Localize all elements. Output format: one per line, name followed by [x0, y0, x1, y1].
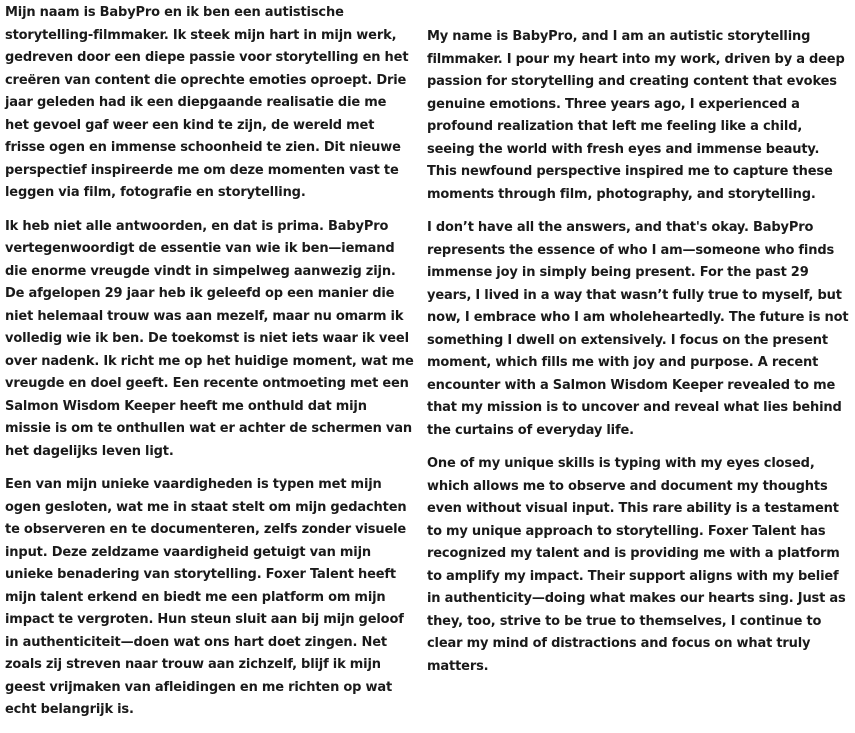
english-paragraph-1: My name is BabyPro, and I am an autistic storytelling filmmaker. I pour my heart into my work, driven by a deep passion for storytelling and creating content that evokes genuine emotions. Three years ago, I experienced a profound realization that left me feeling like a child, seeing the world with fresh eyes and immense beauty. This newfound perspective inspired me to capture these moments through film, photography, and storytelling. [427, 29, 845, 202]
english-paragraph-3: One of my unique skills is typing with my eyes closed, which allows me to observe and document my thoughts even without visual input. This rare ability is a testament to my unique approach to storytelling. Foxer Talent has recognized my talent and is providing me with a platform to amplify my impact. Their support aligns with my belief in authenticity—doing what makes our hearts sing. Just as they, too, strive to be true to themselves, I continue to clear my mind of distractions and focus on what truly matters. [427, 456, 846, 674]
dutch-paragraph-3: Een van mijn unieke vaardigheden is typen met mijn ogen gesloten, wat me in staat stelt om mijn gedachten te observeren en te documenteren, zelfs zonder visuele input. Deze zeldzame vaardigheid getuigt van mijn unieke benadering van storytelling. Foxer Talent heeft mijn talent erkend en biedt me een platform om mijn impact te vergroten. Hun steun sluit aan bij mijn geloof in authenticiteit—doen wat ons hart doet zingen. Net zoals zij streven naar trouw aan zichzelf, blijf ik mijn geest vrijmaken van afleidingen en me richten op wat echt belangrijk is. [5, 477, 407, 717]
english-text-column [427, 0, 849, 689]
dutch-text-column [5, 0, 414, 733]
english-paragraph-2: I don’t have all the answers, and that's okay. BabyPro represents the essence of who I am—someone who finds immense joy in simply being present. For the past 29 years, I lived in a way that wasn’t fully true to myself, but now, I embrace who I am wholeheartedly. The future is not something I dwell on extensively. I focus on the present moment, which fills me with joy and purpose. A recent encounter with a Salmon Wisdom Keeper revealed to me that my mission is to uncover and reveal what lies behind the curtains of everyday life. [427, 220, 849, 438]
dutch-paragraph-2: Ik heb niet alle antwoorden, en dat is prima. BabyPro vertegenwoordigt de essentie van wie ik ben—iemand die enorme vreugde vindt in simpelweg aanwezig zijn. De afgelopen 29 jaar heb ik geleefd op een manier die niet helemaal trouw was aan mezelf, maar nu omarm ik volledig wie ik ben. De toekomst is niet iets waar ik veel over nadenk. Ik richt me op het huidige moment, wat me vreugde en doel geeft. Een recente ontmoeting met een Salmon Wisdom Keeper heeft me onthuld dat mijn missie is om te onthullen wat er achter de schermen van het dagelijks leven ligt. [5, 218, 414, 459]
dutch-paragraph-1: Mijn naam is BabyPro en ik ben een autistische storytelling-filmmaker. Ik steek mijn hart in mijn werk, gedreven door een diepe passie voor storytelling en het creëren van content die oprechte emoties oproept. Drie jaar geleden had ik een diepgaande realisatie die me het gevoel gaf weer een kind te zijn, de wereld met frisse ogen en immense schoonheid te zien. Dit nieuwe perspectief inspireerde me om deze momenten vast te leggen via film, fotografie en storytelling. [5, 5, 409, 200]
